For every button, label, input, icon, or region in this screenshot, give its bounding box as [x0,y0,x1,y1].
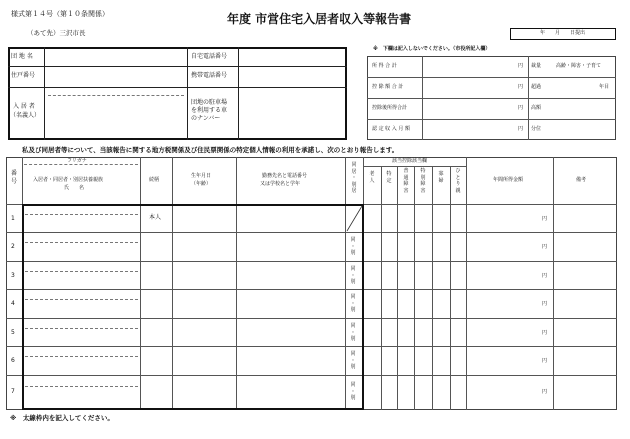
parking-label-3: のナンバー [191,115,221,122]
office-row-unit: 円 [518,84,524,90]
row-number: 6 [11,357,15,364]
header-relation: 続柄 [149,177,160,183]
header-d6: ひ と り 親 [455,168,461,194]
home-phone-input[interactable] [240,49,345,65]
header-d3: 普 通 障 害 [403,168,409,194]
table-row [6,262,617,289]
office-note: ※ 下欄は記入しないでください。（市役所記入欄） [373,46,491,52]
row-number: 3 [11,272,15,279]
table-row [6,376,617,410]
header-d2: 特 定 [386,171,392,184]
consent-text: 私及び同居者等について、当該報告に関する地方税関係及び住民票関係の特定個人情報の利用を承諾し、次のとおり報告します。 [22,146,399,154]
header-name-2: 氏 名 [64,185,85,191]
parking-number-input[interactable] [240,89,345,138]
row-dokyo[interactable]: 同 ・ 別 [350,351,356,370]
parking-label-2: を利用する車 [191,107,228,114]
row-number: 1 [11,215,15,222]
header-d5: 寡 婦 [438,171,444,184]
parking-label-1: 団地の駐車場 [191,99,228,106]
resident-sublabel: （名義人） [10,112,41,119]
mobile-phone-input[interactable] [240,68,345,86]
table-row [6,347,617,375]
office-row-label: 所 得 合 計 [372,63,397,69]
footer-note: ※ 太線枠内を記入してください。 [10,414,114,422]
office-row-side-label: 超過 [531,84,542,90]
office-row-side-label: 分位 [531,126,542,132]
header-birth-1: 生年月日 [191,173,212,179]
row-relation: 本人 [149,214,162,221]
header-dokyo: 同 居 ・ 別 居 [351,162,357,194]
header-work-1: 勤務先名と電話番号 [262,173,308,179]
row-number: 7 [11,388,15,395]
row-dokyo[interactable]: 同 ・ 別 [350,323,356,342]
row-number: 2 [11,243,15,250]
row-number: 5 [11,329,15,336]
date-label: 年 月 日提出 [540,30,586,36]
resident-name-input[interactable] [46,89,186,138]
header-remarks: 備考 [576,177,587,183]
office-row-side-value: 年目 [599,84,610,90]
row-dokyo[interactable]: 同 ・ 別 [350,382,356,401]
resident-label: 入 居 者 [13,103,35,110]
header-work-2: 又は学校名と学年 [260,181,301,187]
header-deduction-group: 該当控除該当欄 [392,158,428,164]
row-income-unit: 円 [542,244,548,250]
page-title: 年度 市営住宅入居者収入等報告書 [227,12,412,26]
office-row-side-label: 裁量 [531,63,542,69]
row-income-unit: 円 [542,389,548,395]
row-income-unit: 円 [542,273,548,279]
table-row [6,290,617,318]
room-label: 住戸番号 [11,72,36,79]
row-income-unit: 円 [542,358,548,364]
room-input[interactable] [46,68,186,86]
office-row-label: 控 除 額 合 計 [372,84,404,90]
addressee: （あて先）三沢市長 [27,29,86,37]
danchi-label: 団 地 名 [11,53,33,60]
office-row-unit: 円 [518,105,524,111]
office-row-side-label: 高額 [531,105,542,111]
header-d1: 老 人 [369,171,375,184]
header-name-1: 入居者・同居者・別居扶養親族 [33,177,104,183]
office-row-side-value: 高齢・障害・子育て [556,63,602,69]
header-birth-2: （年齢） [191,181,212,187]
row-number: 4 [11,300,15,307]
office-row-label: 控除後所得合計 [372,105,408,111]
table-row [6,319,617,346]
table-row [6,205,617,232]
danchi-input[interactable] [46,49,186,65]
office-row-label: 認 定 収 入 月 額 [372,126,410,132]
header-furigana: フリガナ [67,158,87,164]
row-income-unit: 円 [542,330,548,336]
header-income: 年間所得金額 [493,177,524,183]
header-d4: 特 別 障 害 [420,168,426,194]
row-income-unit: 円 [542,301,548,307]
home-phone-label: 自宅電話番号 [191,53,228,60]
office-row-unit: 円 [518,63,524,69]
row-dokyo[interactable]: 同 ・ 別 [350,294,356,313]
form-number: 様式第１４号（第１０条関係） [11,10,109,18]
table-row [6,233,617,261]
row-dokyo[interactable]: 同 ・ 別 [350,266,356,285]
office-row-unit: 円 [518,126,524,132]
mobile-phone-label: 携帯電話番号 [191,72,228,79]
header-no: 番 号 [10,170,17,185]
row-income-unit: 円 [542,216,548,222]
row-dokyo[interactable]: 同 ・ 別 [350,237,356,256]
